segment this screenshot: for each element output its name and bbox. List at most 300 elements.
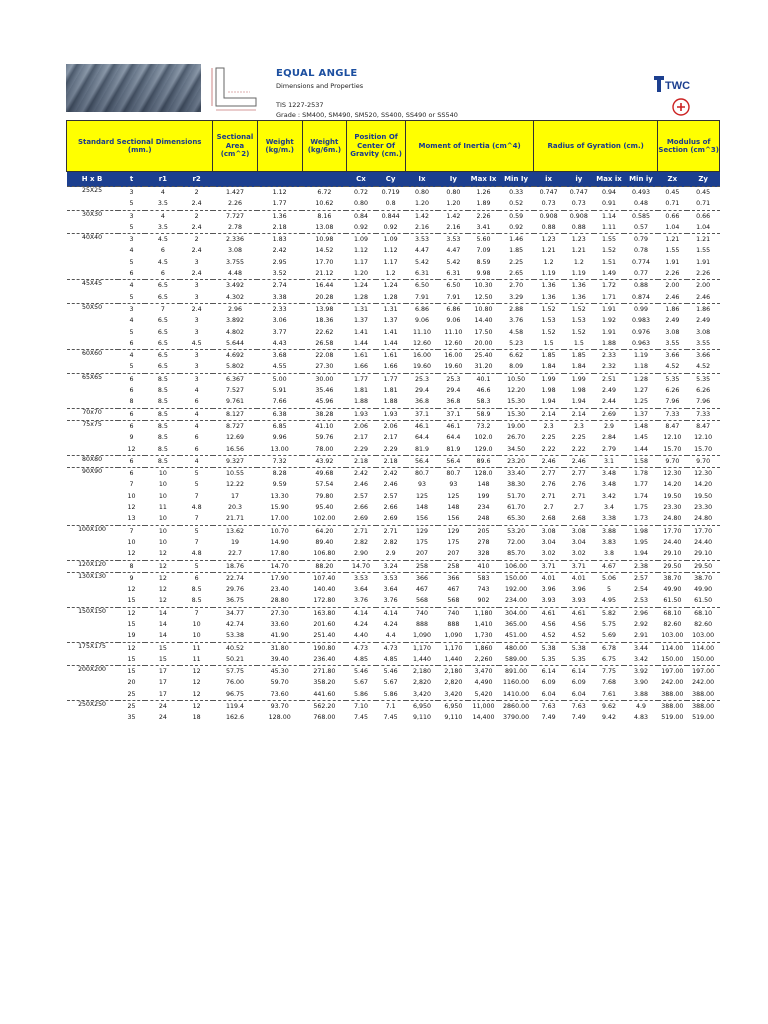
table-cell: 7.1 xyxy=(376,701,406,713)
table-cell: 0.874 xyxy=(631,293,650,301)
table-cell: 12.10 xyxy=(694,434,713,442)
table-cell: 156 xyxy=(447,515,460,523)
table-cell: 15.90 xyxy=(270,504,289,512)
table-cell: 4.01 xyxy=(534,572,564,584)
table-cell: 17.70 xyxy=(658,525,687,537)
table-cell: 36.8 xyxy=(414,398,429,406)
table-cell: 2.33 xyxy=(594,350,624,362)
table-row xyxy=(67,455,720,467)
table-cell: 5.35 xyxy=(571,655,586,663)
table-cell: 2.49 xyxy=(602,387,617,395)
table-cell: 0.493 xyxy=(624,187,658,199)
column-header: r2 xyxy=(180,172,213,187)
table-cell: 197.00 xyxy=(658,666,687,678)
table-cell: 3 xyxy=(194,363,199,371)
table-cell: 5 xyxy=(129,363,134,371)
table-cell: 33.40 xyxy=(499,468,534,480)
table-cell: 3.53 xyxy=(376,572,406,584)
table-cell: 4.40 xyxy=(353,632,369,640)
table-cell: 0.976 xyxy=(631,328,650,336)
table-cell: 3.48 xyxy=(602,481,617,489)
table-cell: 80.7 xyxy=(406,468,439,480)
table-row xyxy=(67,350,720,362)
table-cell: 19 xyxy=(230,538,239,546)
table-cell: 1.45 xyxy=(633,434,648,442)
table-cell: 15 xyxy=(127,620,136,628)
table-cell: 9.62 xyxy=(594,701,624,713)
table-cell: 125 xyxy=(415,492,428,500)
col-group-w1: Weight (kg/m.) xyxy=(257,121,302,172)
table-cell: 2.77 xyxy=(534,468,564,480)
table-cell: 1,410 xyxy=(474,620,493,628)
table-cell: 8.5 xyxy=(145,373,180,385)
table-cell: 4.52 xyxy=(696,363,711,371)
table-cell: 1.81 xyxy=(353,387,369,395)
size-cell: 75x75 xyxy=(67,420,118,432)
table-cell: 12.10 xyxy=(663,434,682,442)
table-cell: 2.71 xyxy=(541,492,556,500)
table-cell: 3.88 xyxy=(594,525,624,537)
size-cell xyxy=(67,257,118,268)
table-cell: 205 xyxy=(468,525,498,537)
table-cell: 3.08 xyxy=(534,525,564,537)
table-cell: 58.9 xyxy=(468,408,498,420)
table-cell: 51.70 xyxy=(507,492,526,500)
table-cell: 5.46 xyxy=(346,666,375,678)
table-cell: 4 xyxy=(118,350,146,362)
table-cell: 3.29 xyxy=(509,293,524,301)
table-cell: 5.86 xyxy=(383,690,398,698)
table-cell: 1.99 xyxy=(564,373,594,385)
size-cell: 200X200 xyxy=(67,666,118,678)
table-cell: 8.5 xyxy=(157,445,168,453)
size-cell: 250X250 xyxy=(67,701,118,713)
table-cell: 24.80 xyxy=(694,515,713,523)
table-cell: 441.60 xyxy=(313,690,336,698)
table-cell: 56.4 xyxy=(438,455,468,467)
table-cell: 17.70 xyxy=(315,258,334,266)
table-cell: 2.66 xyxy=(383,504,398,512)
table-cell: 197.00 xyxy=(687,666,720,678)
table-cell: 8.5 xyxy=(157,398,168,406)
size-cell: 30X30 xyxy=(67,210,118,222)
table-cell: 10.70 xyxy=(257,525,302,537)
table-cell: 1.85 xyxy=(534,350,564,362)
table-cell: 3.08 xyxy=(696,328,711,336)
table-cell: 3.52 xyxy=(272,270,287,278)
table-cell: 16.44 xyxy=(302,280,346,292)
table-cell: 6 xyxy=(180,572,213,584)
table-row xyxy=(67,327,720,338)
table-cell: 1.37 xyxy=(624,408,658,420)
table-cell: 162.6 xyxy=(225,714,244,722)
table-cell: 2.57 xyxy=(383,492,398,500)
table-cell: 1.74 xyxy=(633,492,648,500)
table-cell: 35.46 xyxy=(315,387,334,395)
table-cell: 9.327 xyxy=(213,455,257,467)
table-cell: 1.88 xyxy=(602,339,617,347)
table-cell: 2.46 xyxy=(696,293,711,301)
table-cell: 2.25 xyxy=(509,258,524,266)
table-cell: 68.10 xyxy=(687,607,720,619)
table-cell: 2.4 xyxy=(191,270,202,278)
table-cell: 1.17 xyxy=(383,258,398,266)
table-cell: 1.27 xyxy=(633,387,648,395)
table-cell: 3.71 xyxy=(564,560,594,572)
table-cell: 11,000 xyxy=(468,701,498,713)
table-cell: 1.31 xyxy=(346,303,375,315)
table-cell: 16.00 xyxy=(406,350,439,362)
table-cell: 15 xyxy=(127,597,136,605)
table-cell: 2.91 xyxy=(633,632,648,640)
table-cell: 95.40 xyxy=(315,504,334,512)
table-row xyxy=(67,642,720,654)
table-cell: 4.5 xyxy=(145,234,180,246)
table-cell: 5 xyxy=(194,481,199,489)
steel-angles-photo xyxy=(66,64,201,112)
size-cell xyxy=(67,677,118,688)
table-cell: 6 xyxy=(194,434,199,442)
table-cell: 3.08 xyxy=(665,328,680,336)
table-cell: 5.644 xyxy=(225,339,244,347)
table-cell: 61.50 xyxy=(663,597,682,605)
size-cell xyxy=(67,654,118,666)
size-cell: 50X50 xyxy=(67,303,118,315)
table-cell: 4.692 xyxy=(213,350,257,362)
table-cell: 1.77 xyxy=(633,481,648,489)
table-cell: 14.20 xyxy=(663,481,682,489)
col-group-std: Standard Sectional Dimensions (mm.) xyxy=(67,121,213,172)
table-cell: 1.41 xyxy=(383,328,398,336)
table-cell: 2.69 xyxy=(594,408,624,420)
table-cell: 1.85 xyxy=(509,247,524,255)
table-cell: 3.66 xyxy=(658,350,687,362)
table-cell: 9.42 xyxy=(602,714,617,722)
table-cell: 6 xyxy=(160,247,165,255)
table-cell: 6,950 xyxy=(406,701,439,713)
table-cell: 4.01 xyxy=(564,572,594,584)
table-cell: 1.84 xyxy=(571,363,586,371)
table-cell: 11.10 xyxy=(412,328,431,336)
table-cell: 3.08 xyxy=(227,247,242,255)
table-cell: 5 xyxy=(180,468,213,480)
table-cell: 242.00 xyxy=(661,679,684,687)
table-cell: 5.60 xyxy=(468,234,498,246)
table-row xyxy=(67,677,720,688)
table-cell: 3.04 xyxy=(541,538,556,546)
table-cell: 5 xyxy=(129,293,134,301)
table-cell: 20 xyxy=(127,679,136,687)
table-cell: 128.00 xyxy=(268,714,291,722)
table-cell: 14.70 xyxy=(257,560,302,572)
table-cell: 5 xyxy=(607,586,612,594)
table-cell: 358.20 xyxy=(313,679,336,687)
table-cell: 1.48 xyxy=(624,420,658,432)
table-cell: 5.06 xyxy=(594,572,624,584)
table-cell: 14.90 xyxy=(270,538,289,546)
table-cell: 2.16 xyxy=(446,223,461,231)
table-row xyxy=(67,444,720,456)
table-cell: 17.50 xyxy=(474,328,493,336)
table-cell: 0.747 xyxy=(534,187,564,199)
table-cell: 8.5 xyxy=(191,586,202,594)
table-cell: 6 xyxy=(194,398,199,406)
twc-logo xyxy=(652,72,691,94)
table-cell: 148 xyxy=(415,504,428,512)
table-cell: 40.1 xyxy=(468,373,498,385)
table-row xyxy=(67,280,720,292)
table-row xyxy=(67,525,720,537)
table-cell: 2 xyxy=(180,187,213,199)
table-cell: 8.5 xyxy=(157,387,168,395)
table-cell: 2.71 xyxy=(346,525,375,537)
table-cell: 0.84 xyxy=(346,210,375,222)
table-cell: 2.68 xyxy=(571,515,586,523)
table-cell: 93 xyxy=(449,481,458,489)
table-cell: 2.42 xyxy=(376,468,406,480)
table-row xyxy=(67,292,720,304)
column-header: Min iy xyxy=(624,172,658,187)
table-cell: 96.75 xyxy=(225,690,244,698)
table-cell: 0.747 xyxy=(564,187,594,199)
table-cell: 3,470 xyxy=(468,666,498,678)
table-cell: 45.30 xyxy=(257,666,302,678)
table-cell: 140.40 xyxy=(313,586,336,594)
table-cell: 29.10 xyxy=(694,550,713,558)
size-cell: 175X175 xyxy=(67,642,118,654)
table-cell: 4.55 xyxy=(272,363,287,371)
table-cell: 7.75 xyxy=(594,666,624,678)
table-cell: 519.00 xyxy=(692,714,715,722)
table-cell: 24.40 xyxy=(694,538,713,546)
table-cell: 1,440 xyxy=(444,655,463,663)
table-cell: 2.25 xyxy=(541,434,556,442)
table-cell: 6.86 xyxy=(406,303,439,315)
table-cell: 467 xyxy=(415,586,428,594)
table-cell: 150.00 xyxy=(661,655,684,663)
table-cell: 28.80 xyxy=(270,597,289,605)
table-cell: 3.71 xyxy=(534,560,564,572)
table-cell: 3790.00 xyxy=(503,714,530,722)
table-cell: 3.64 xyxy=(353,586,369,594)
table-cell: 128.0 xyxy=(468,468,498,480)
certification-seal-icon xyxy=(672,98,690,116)
table-cell: 4.4 xyxy=(385,632,396,640)
table-cell: 4.85 xyxy=(353,655,369,663)
table-cell: 85.70 xyxy=(507,550,526,558)
table-cell: 0.66 xyxy=(687,210,720,222)
table-cell: 6.09 xyxy=(571,679,586,687)
table-cell: 1.93 xyxy=(346,408,375,420)
table-cell: 29.50 xyxy=(687,560,720,572)
table-cell: 6 xyxy=(194,445,199,453)
table-cell: 7 xyxy=(129,481,134,489)
table-cell: 6.62 xyxy=(499,350,534,362)
table-cell: 2.4 xyxy=(191,223,202,231)
size-cell: 150X150 xyxy=(67,607,118,619)
col-group-mos: Modulus of Section (cm^3) xyxy=(658,121,720,172)
table-cell: 1.36 xyxy=(564,280,594,292)
table-cell: 10 xyxy=(158,481,167,489)
table-cell: 49.68 xyxy=(302,468,346,480)
size-cell xyxy=(67,315,118,326)
table-cell: 1.17 xyxy=(353,258,369,266)
table-cell: 1.20 xyxy=(414,200,429,208)
table-cell: 10 xyxy=(145,468,180,480)
table-cell: 18.76 xyxy=(213,560,257,572)
table-cell: 65.30 xyxy=(507,515,526,523)
table-cell: 0.91 xyxy=(602,200,617,208)
table-row xyxy=(67,607,720,619)
table-cell: 15.30 xyxy=(499,408,534,420)
table-cell: 6 xyxy=(118,373,146,385)
table-cell: 3 xyxy=(194,258,199,266)
table-cell: 1.36 xyxy=(571,293,586,301)
table-cell: 6.04 xyxy=(571,690,586,698)
table-cell: 1,440 xyxy=(412,655,431,663)
table-cell: 7 xyxy=(194,515,199,523)
table-cell: 37.1 xyxy=(438,408,468,420)
size-cell: 60X60 xyxy=(67,350,118,362)
table-cell: 5.86 xyxy=(353,690,369,698)
table-cell: 26.70 xyxy=(507,434,526,442)
table-cell: 26.58 xyxy=(315,339,334,347)
table-cell: 3.44 xyxy=(624,642,658,654)
column-header xyxy=(302,172,346,187)
table-cell: 6 xyxy=(160,270,165,278)
table-cell: 2.00 xyxy=(658,280,687,292)
table-cell: 0.72 xyxy=(346,187,375,199)
table-cell: 2,820 xyxy=(444,679,463,687)
table-cell: 0.585 xyxy=(624,210,658,222)
table-cell: 106.00 xyxy=(499,560,534,572)
table-cell: 57.75 xyxy=(213,666,257,678)
table-cell: 1.36 xyxy=(541,293,556,301)
table-cell: 3.06 xyxy=(272,317,287,325)
table-cell: 17 xyxy=(158,679,167,687)
table-cell: 4.24 xyxy=(383,620,398,628)
table-cell: 46.1 xyxy=(438,420,468,432)
table-cell: 1.95 xyxy=(633,538,648,546)
table-cell: 81.9 xyxy=(414,445,429,453)
table-cell: 2.22 xyxy=(571,445,586,453)
table-cell: 93.70 xyxy=(257,701,302,713)
table-cell: 2.7 xyxy=(543,504,554,512)
table-cell: 1.2 xyxy=(385,270,396,278)
table-cell: 6.5 xyxy=(145,280,180,292)
table-cell: 9.761 xyxy=(225,398,244,406)
table-cell: 271.80 xyxy=(302,666,346,678)
table-cell: 4.58 xyxy=(509,328,524,336)
table-cell: 7 xyxy=(145,303,180,315)
table-cell: 17 xyxy=(145,666,180,678)
table-cell: 0.908 xyxy=(534,210,564,222)
size-cell: 120X120 xyxy=(67,560,118,572)
table-cell: 2 xyxy=(180,234,213,246)
size-cell: 80X80 xyxy=(67,455,118,467)
table-cell: 0.80 xyxy=(438,187,468,199)
table-row xyxy=(67,595,720,607)
table-cell: 0.774 xyxy=(631,258,650,266)
table-cell: 15 xyxy=(158,655,167,663)
table-cell: 2.77 xyxy=(564,468,594,480)
table-cell: 3.02 xyxy=(571,550,586,558)
table-cell: 9.96 xyxy=(272,434,287,442)
table-cell: 0.79 xyxy=(624,234,658,246)
table-cell: 172.80 xyxy=(313,597,336,605)
table-cell: 9,110 xyxy=(412,714,431,722)
table-cell: 19.60 xyxy=(444,363,463,371)
table-cell: 583 xyxy=(468,572,498,584)
table-cell: 5.69 xyxy=(602,632,617,640)
table-cell: 61.50 xyxy=(694,597,713,605)
table-cell: 129.0 xyxy=(474,445,493,453)
table-cell: 519.00 xyxy=(661,714,684,722)
table-cell: 6 xyxy=(118,408,146,420)
table-cell: 34.77 xyxy=(213,607,257,619)
table-cell: 2.79 xyxy=(602,445,617,453)
table-cell: 114.00 xyxy=(687,642,720,654)
table-cell: 2.336 xyxy=(213,234,257,246)
table-cell: 3.53 xyxy=(406,234,439,246)
table-cell: 22.08 xyxy=(302,350,346,362)
column-header: ix xyxy=(534,172,564,187)
table-cell: 3 xyxy=(180,373,213,385)
table-cell: 19.50 xyxy=(663,492,682,500)
table-cell: 2.46 xyxy=(353,481,369,489)
table-cell: 1.21 xyxy=(658,234,687,246)
table-cell: 12.60 xyxy=(444,339,463,347)
table-cell: 12.30 xyxy=(658,468,687,480)
table-cell: 3.492 xyxy=(213,280,257,292)
table-row xyxy=(67,432,720,443)
page-subtitle: Dimensions and Properties xyxy=(276,82,364,90)
table-cell: 207 xyxy=(447,550,460,558)
table-cell: 78.00 xyxy=(315,445,334,453)
table-cell: 2.14 xyxy=(564,408,594,420)
table-cell: 12 xyxy=(127,445,136,453)
table-cell: 1.94 xyxy=(541,398,556,406)
table-cell: 3 xyxy=(194,317,199,325)
table-cell: 902 xyxy=(477,597,490,605)
table-cell: 6 xyxy=(118,455,146,467)
page-title: EQUAL ANGLE xyxy=(276,68,358,79)
table-row xyxy=(67,654,720,666)
table-cell: 4.43 xyxy=(272,339,287,347)
table-cell: 2.29 xyxy=(383,445,398,453)
table-cell: 768.00 xyxy=(313,714,336,722)
table-row xyxy=(67,701,720,713)
table-cell: 1.77 xyxy=(346,373,375,385)
table-cell: 388.00 xyxy=(661,690,684,698)
table-cell: 1.53 xyxy=(571,317,586,325)
table-cell: 12 xyxy=(192,679,201,687)
table-cell: 3.42 xyxy=(602,492,617,500)
table-cell: 7.727 xyxy=(213,210,257,222)
col-group-moi: Moment of Inertia (cm^4) xyxy=(406,121,534,172)
size-cell: 130X130 xyxy=(67,572,118,584)
column-header: Zx xyxy=(658,172,687,187)
table-cell: 568 xyxy=(447,597,460,605)
table-cell: 1.09 xyxy=(346,234,375,246)
table-cell: 0.57 xyxy=(633,223,648,231)
table-cell: 45.96 xyxy=(315,398,334,406)
table-cell: 93 xyxy=(417,481,426,489)
table-cell: 36.8 xyxy=(446,398,461,406)
table-cell: 2.96 xyxy=(624,607,658,619)
table-cell: 50.21 xyxy=(225,655,244,663)
table-cell: 6.14 xyxy=(534,666,564,678)
